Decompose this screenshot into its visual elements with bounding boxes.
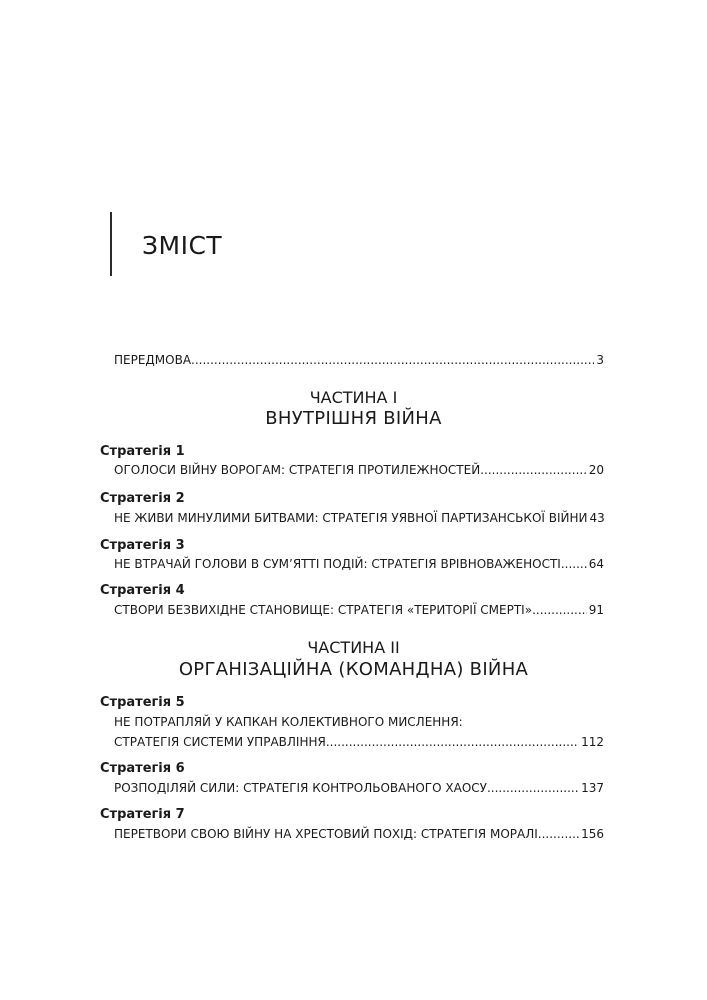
toc-entry[interactable] (114, 462, 604, 478)
heading-rule (110, 212, 112, 276)
dot-leader (480, 462, 587, 478)
entry-page: 91 (588, 603, 604, 617)
page-title: ЗМІСТ (142, 231, 223, 260)
dot-leader (532, 602, 587, 618)
strategy-label: Стратегія 1 (100, 444, 185, 459)
entry-title: РОЗПОДІЛЯЙ СИЛИ: СТРАТЕГІЯ КОНТРОЛЬОВАНОГО ХАОСУ (114, 781, 487, 795)
dot-leader (191, 352, 594, 368)
strategy-label: Стратегія 6 (100, 761, 185, 776)
toc-entry[interactable] (114, 510, 604, 526)
entry-page: 156 (581, 827, 604, 841)
strategy-label: Стратегія 7 (100, 807, 185, 822)
entry-title: НЕ ПОТРАПЛЯЙ У КАПКАН КОЛЕКТИВНОГО МИСЛЕННЯ: (114, 715, 463, 729)
toc-entry[interactable] (114, 780, 604, 796)
entry-page: 43 (589, 511, 605, 525)
dot-leader (326, 734, 579, 750)
part-title: ОРГАНІЗАЦІЙНА (КОМАНДНА) ВІЙНА (178, 659, 529, 680)
strategy-label: Стратегія 4 (100, 583, 185, 598)
toc-entry[interactable] (114, 826, 604, 842)
entry-page: 137 (581, 781, 604, 795)
entry-title: НЕ ЖИВИ МИНУЛИМИ БИТВАМИ: СТРАТЕГІЯ УЯВНОЇ ПАРТИЗАНСЬКОЇ ВІЙНИ (114, 511, 588, 525)
toc-entry[interactable] (114, 602, 604, 618)
dot-leader (538, 826, 579, 842)
entry-page: 64 (588, 557, 604, 571)
part-title: ВНУТРІШНЯ ВІЙНА (265, 408, 442, 429)
toc-entry[interactable] (114, 734, 604, 750)
entry-title: НЕ ВТРАЧАЙ ГОЛОВИ В СУМ’ЯТТІ ПОДІЙ: СТРАТЕГІЯ ВРІВНОВАЖЕНОСТІ (114, 557, 561, 571)
dot-leader (487, 780, 579, 796)
entry-title: ПЕРЕТВОРИ СВОЮ ВІЙНУ НА ХРЕСТОВИЙ ПОХІД: СТРАТЕГІЯ МОРАЛІ (114, 827, 538, 841)
part-label: ЧАСТИНА ІІ (307, 638, 400, 657)
entry-page: 3 (596, 353, 604, 367)
entry-page: 20 (588, 463, 604, 477)
entry-title: ОГОЛОСИ ВІЙНУ ВОРОГАМ: СТРАТЕГІЯ ПРОТИЛЕЖНОСТЕЙ (114, 463, 481, 477)
toc-entry-preface[interactable] (114, 352, 604, 368)
strategy-label: Стратегія 2 (100, 491, 185, 506)
strategy-label: Стратегія 3 (100, 538, 185, 553)
part-label: ЧАСТИНА І (309, 388, 398, 407)
toc-entry[interactable] (114, 556, 604, 572)
strategy-label: Стратегія 5 (100, 695, 185, 710)
toc-entry-line1 (114, 714, 604, 730)
entry-title: СТРАТЕГІЯ СИСТЕМИ УПРАВЛІННЯ (114, 735, 326, 749)
entry-title: СТВОРИ БЕЗВИХІДНЕ СТАНОВИЩЕ: СТРАТЕГІЯ «ТЕРИТОРІЇ СМЕРТІ» (114, 603, 533, 617)
dot-leader (561, 556, 587, 572)
entry-title: ПЕРЕДМОВА (114, 353, 192, 367)
entry-page: 112 (581, 735, 604, 749)
